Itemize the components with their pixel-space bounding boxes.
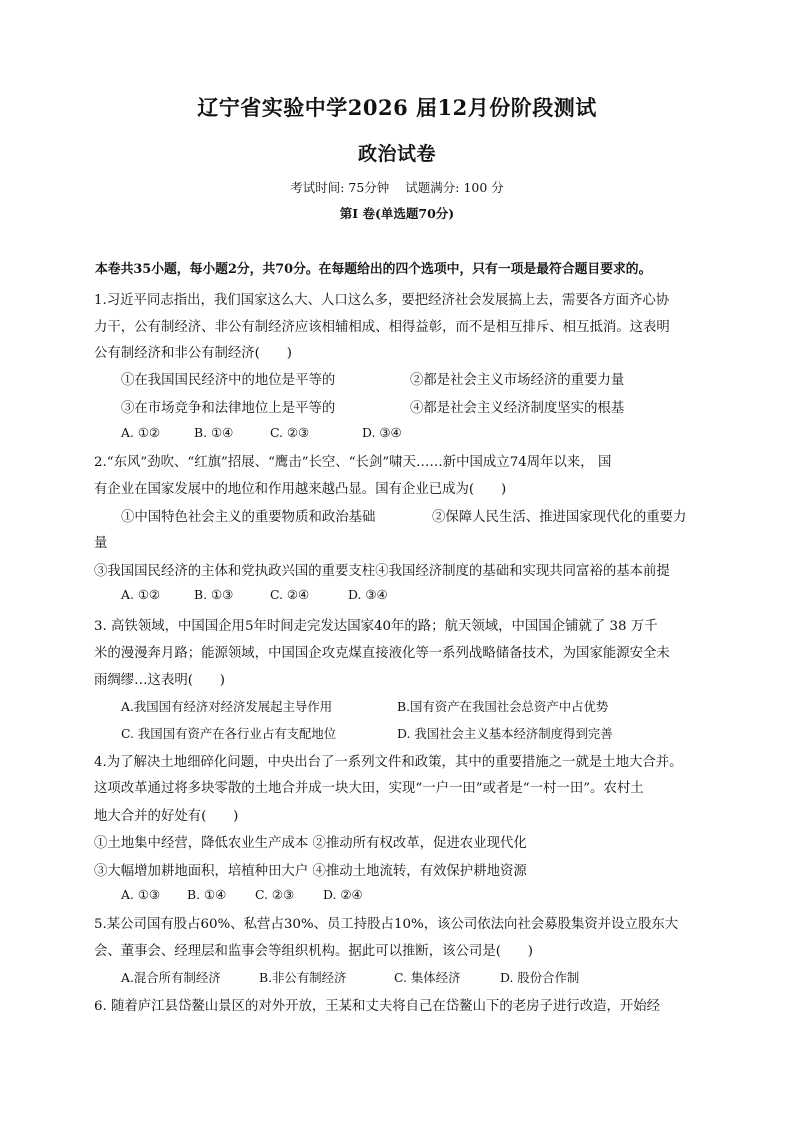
question-4-line-3: 地大合并的好处有( ) bbox=[94, 809, 239, 824]
question-2-statement-1: ①中国特色社会主义的重要物质和政治基础 bbox=[121, 510, 376, 525]
question-4-option-d: D. ②④ bbox=[323, 887, 363, 902]
exam-title: 辽宁省实验中学2026 届12月份阶段测试 bbox=[197, 95, 597, 120]
question-1-option-d: D. ③④ bbox=[362, 425, 402, 440]
question-4-option-c: C. ②③ bbox=[255, 887, 295, 902]
question-2-statement-2: ②保障人民生活、推进国家现代化的重要力 bbox=[432, 510, 687, 525]
part-title: 第Ⅰ 卷(单选题70分) bbox=[339, 206, 455, 221]
question-1-line-3: 公有制经济和非公有制经济( ) bbox=[94, 346, 292, 361]
question-4-statements-3-4: ③大幅增加耕地面积，培植种田大户 ④推动土地流转，有效保护耕地资源 bbox=[94, 864, 527, 879]
question-1-option-c: C. ②③ bbox=[270, 425, 310, 440]
question-1-statement-4: ④都是社会主义经济制度坚实的根基 bbox=[410, 401, 625, 416]
question-4-option-b: B. ①④ bbox=[187, 887, 227, 902]
question-1-statement-1: ①在我国国民经济中的地位是平等的 bbox=[121, 373, 336, 388]
question-4-statements-1-2: ①土地集中经营，降低农业生产成本 ②推动所有权改革，促进农业现代化 bbox=[94, 836, 527, 851]
question-2-line-1: 2.“东风”劲吹、“红旗”招展、“鹰击”长空、“长剑”啸天……新中国成立74周年以来， 国 bbox=[94, 455, 612, 470]
question-5-options bbox=[121, 968, 579, 986]
instructions: 本卷共35小题，每小题2分，共70分。在每题给出的四个选项中，只有一项是最符合题目要求的。 bbox=[95, 262, 652, 277]
question-1-line-1: 1.习近平同志指出，我们国家这么大、人口这么多，要把经济社会发展搞上去，需要各方面齐心协 bbox=[94, 293, 670, 308]
question-2-option-d: D. ③④ bbox=[348, 587, 388, 602]
question-2-option-c: C. ②④ bbox=[270, 587, 310, 602]
question-3-option-b: B.国有资产在我国社会总资产中占优势 bbox=[397, 699, 609, 714]
question-2-line-2: 有企业在国家发展中的地位和作用越来越凸显。国有企业已成为( ) bbox=[94, 482, 507, 497]
exam-meta bbox=[0, 178, 794, 196]
question-4-line-2: 这项改革通过将多块零散的土地合并成一块大田，实现“一户一田”或者是“一村一田”。农村土 bbox=[94, 781, 644, 796]
question-1-option-a: A. ①② bbox=[121, 425, 161, 440]
question-1-options bbox=[121, 425, 402, 440]
question-3-option-c: C. 我国国有资产在各行业占有支配地位 bbox=[121, 726, 337, 741]
question-1-statement-3: ③在市场竞争和法律地位上是平等的 bbox=[121, 401, 336, 416]
exam-time: 考试时间: 75分钟 bbox=[290, 180, 390, 195]
question-4-line-1: 4.为了解决土地细碎化问题，中央出台了一系列文件和政策，其中的重要措施之一就是土地大合并。 bbox=[94, 755, 683, 770]
question-5-option-a: A.混合所有制经济 bbox=[121, 970, 221, 985]
question-5-line-2: 会、董事会、经理层和监事会等组织机构。据此可以推断，该公司是( ) bbox=[94, 944, 533, 959]
question-2-option-a: A. ①② bbox=[121, 587, 161, 602]
question-2-options bbox=[121, 587, 388, 602]
question-3-option-a: A.我国国有经济对经济发展起主导作用 bbox=[121, 699, 333, 714]
question-4-options bbox=[121, 887, 363, 902]
question-1-statement-2: ②都是社会主义市场经济的重要力量 bbox=[410, 373, 625, 388]
question-2-option-b: B. ①③ bbox=[194, 587, 234, 602]
question-5-line-1: 5.某公司国有股占60%、私营占30%、员工持股占10%，该公司依法向社会募股集资并设立股东大 bbox=[94, 917, 679, 932]
question-3-option-d: D. 我国社会主义基本经济制度得到完善 bbox=[397, 726, 613, 741]
question-3-line-1: 3. 高铁领域，中国国企用5年时间走完发达国家40年的路；航天领域，中国国企铺就了 38 万千 bbox=[94, 619, 658, 634]
question-4-option-a: A. ①③ bbox=[121, 887, 161, 902]
question-6-line-1: 6. 随着庐江县岱鳌山景区的对外开放，王某和丈夫将自己在岱鳌山下的老房子进行改造，开始经 bbox=[94, 999, 661, 1014]
question-1-line-2: 力干，公有制经济、非公有制经济应该相辅相成、相得益彰，而不是相互排斥、相互抵消。这表明 bbox=[94, 320, 670, 335]
exam-subtitle: 政治试卷 bbox=[357, 143, 436, 165]
full-score: 试题满分: 100 分 bbox=[405, 180, 504, 195]
question-5-option-d: D. 股份合作制 bbox=[500, 970, 580, 985]
question-3-line-2: 米的漫漫奔月路；能源领域，中国国企攻克煤直接液化等一系列战略储备技术，为国家能源安全未 bbox=[94, 646, 670, 661]
question-3-line-3: 雨绸缪…这表明( ) bbox=[94, 673, 225, 688]
question-2-statement-2-cont: 量 bbox=[94, 536, 108, 551]
question-5-option-c: C. 集体经济 bbox=[394, 970, 461, 985]
question-5-option-b: B.非公有制经济 bbox=[259, 970, 347, 985]
question-2-statement-3-4: ③我国国民经济的主体和党执政兴国的重要支柱④我国经济制度的基础和实现共同富裕的基本前提 bbox=[94, 564, 670, 579]
question-1-option-b: B. ①④ bbox=[194, 425, 234, 440]
